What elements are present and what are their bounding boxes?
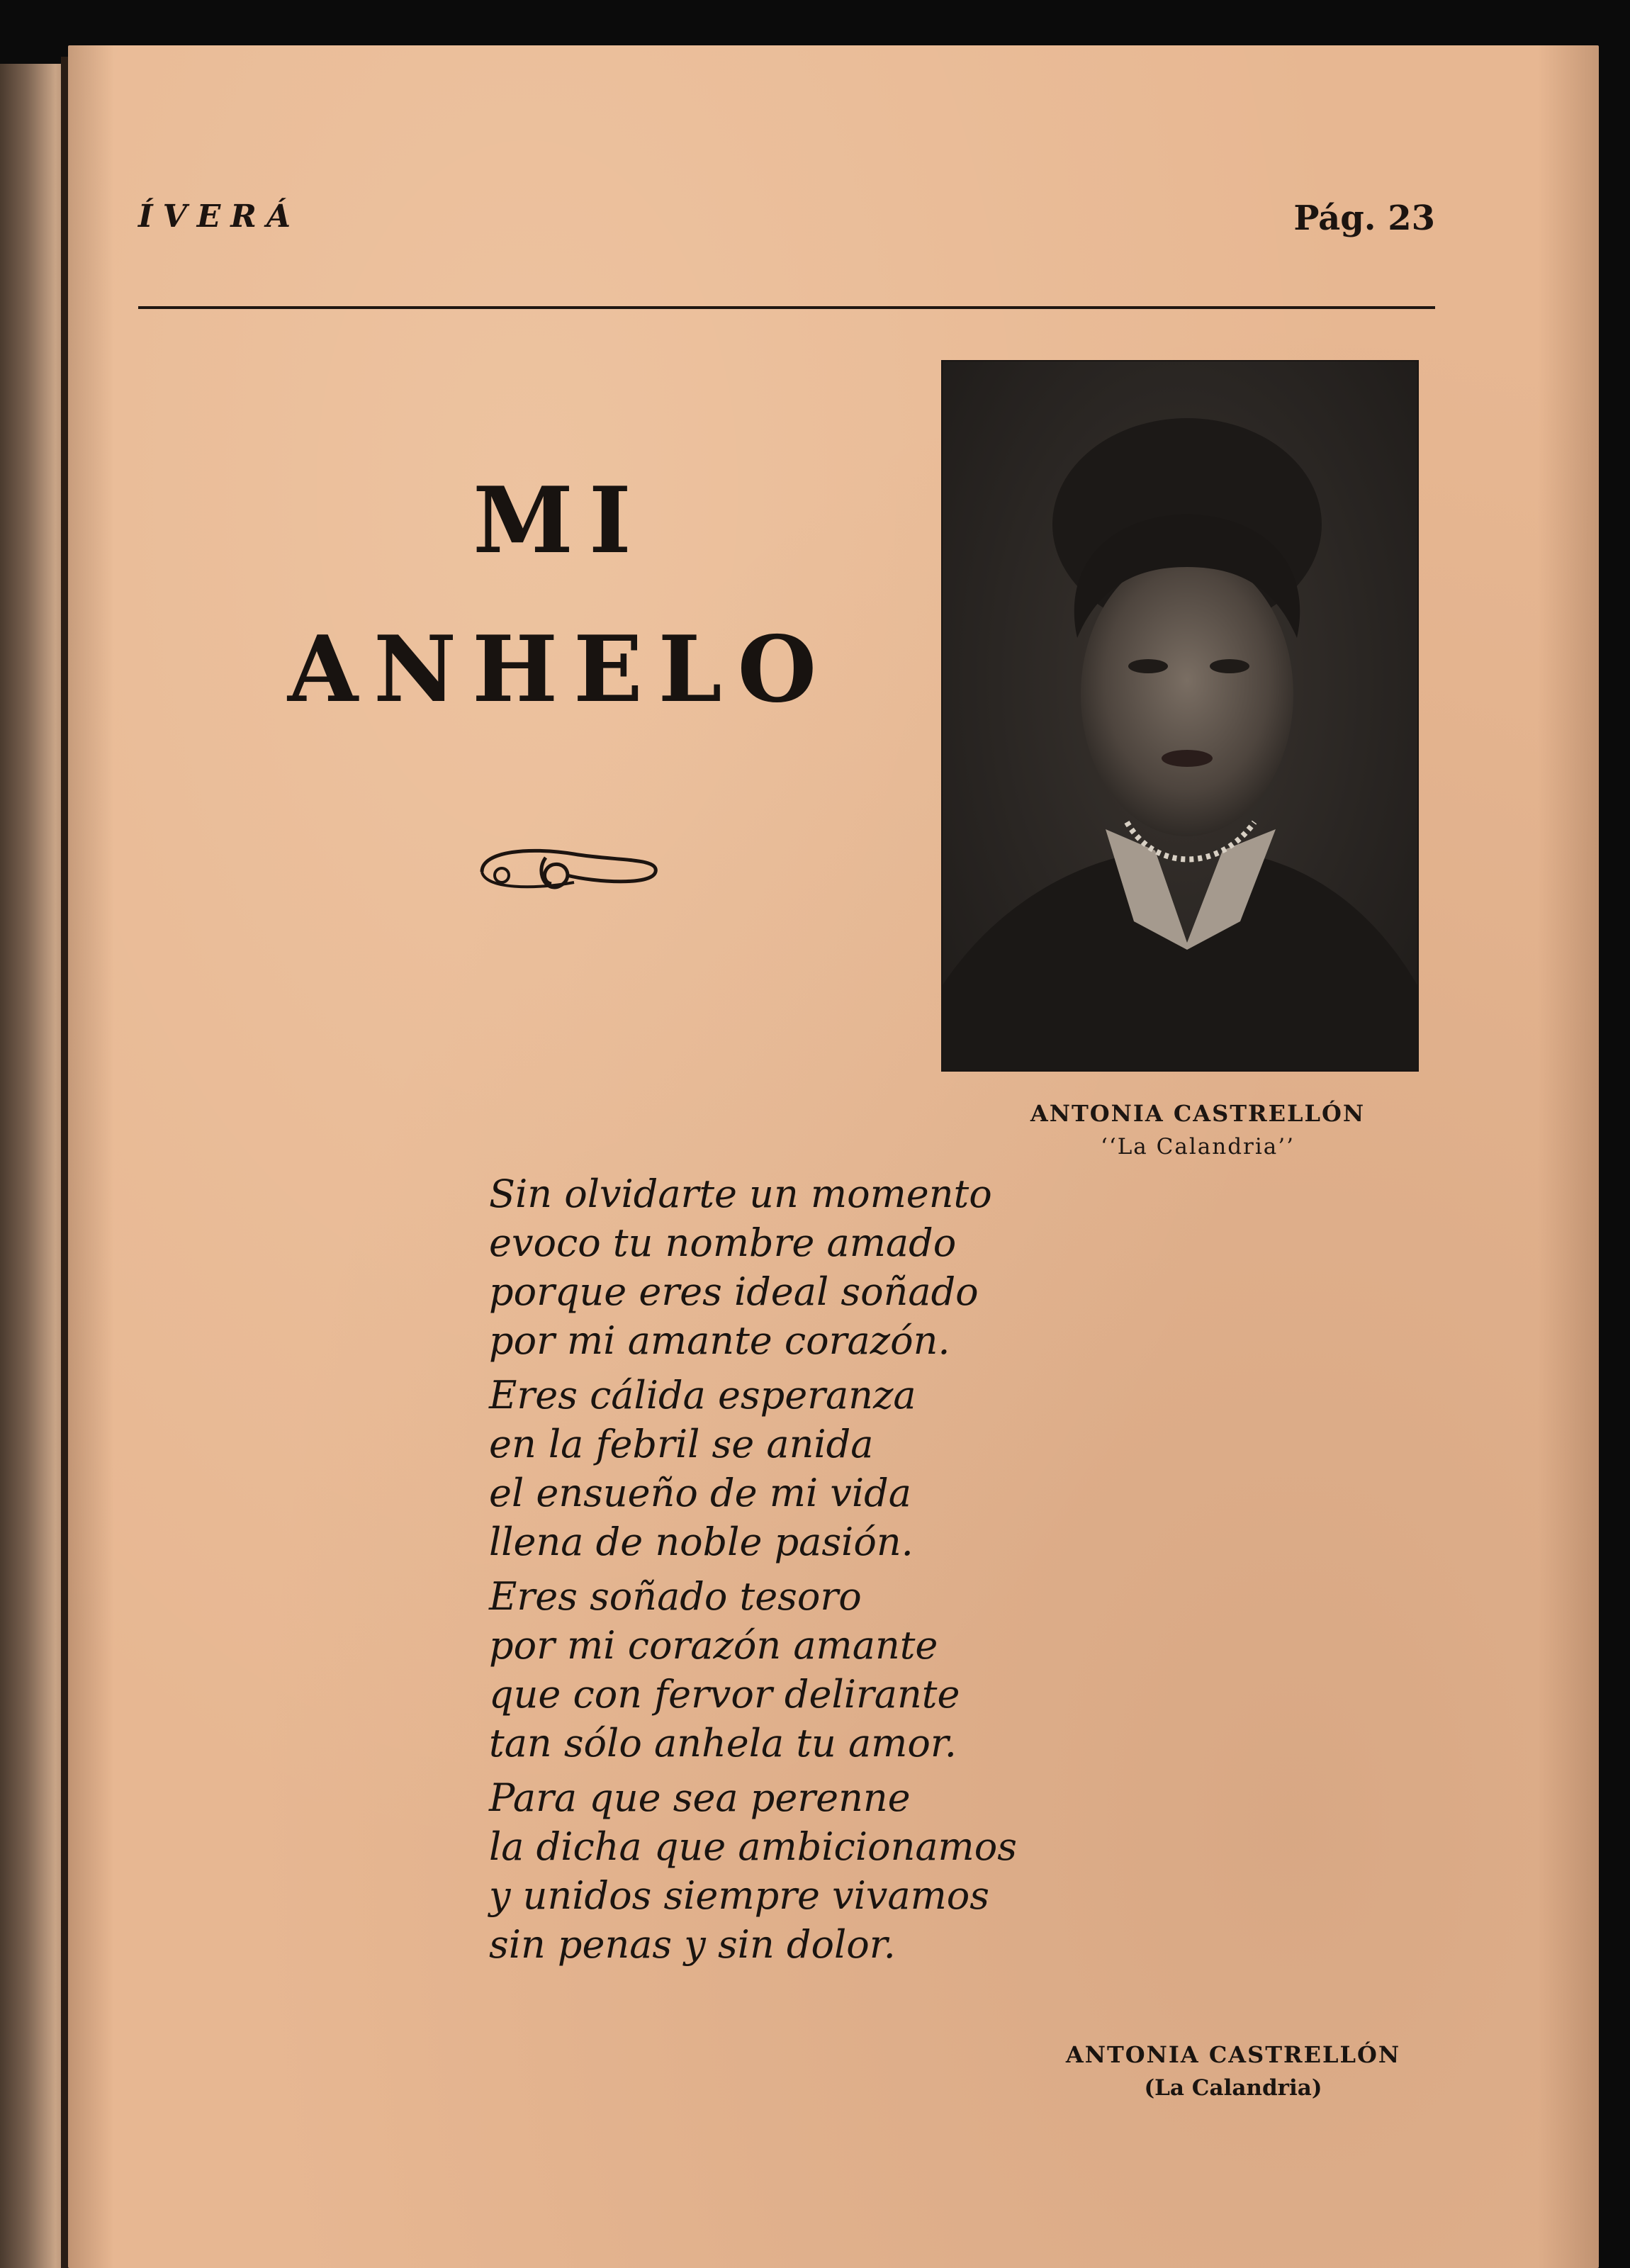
verse: y unidos siempre vivamos <box>489 1873 990 1918</box>
verse: la dicha que ambicionamos <box>489 1824 1017 1869</box>
verse: llena de noble pasión. <box>489 1520 914 1564</box>
verse: sin penas y sin dolor. <box>489 1922 896 1967</box>
magazine-title: ÍVERÁ <box>138 198 300 235</box>
verse: Eres cálida esperanza <box>489 1373 916 1418</box>
signature-name: ANTONIA CASTRELLÓN <box>1065 2041 1401 2068</box>
face-shape <box>1081 553 1293 836</box>
verse: que con fervor delirante <box>489 1672 960 1717</box>
header-rule <box>138 306 1435 309</box>
verse: Eres soñado tesoro <box>489 1574 862 1619</box>
dress-shape <box>943 850 1417 1070</box>
verse: por mi corazón amante <box>489 1623 938 1668</box>
verse: por mi amante corazón. <box>489 1318 950 1363</box>
poem-title-line-2: ANHELO <box>287 617 833 723</box>
stanza-2 <box>489 1371 1127 1566</box>
verse: evoco tu nombre amado <box>489 1220 957 1265</box>
flourish-ornament-icon <box>468 833 666 904</box>
portrait-figure <box>943 361 1417 1070</box>
facing-page-edge <box>0 64 65 2268</box>
poem-title-line-1: MI <box>473 468 647 574</box>
verse: en la febril se anida <box>489 1422 874 1466</box>
photo-caption-nickname: ‘‘La Calandria’’ <box>1101 1134 1295 1160</box>
poem-body <box>489 1169 1127 1975</box>
author-portrait-photo <box>941 360 1419 1072</box>
verse: el ensueño de mi vida <box>489 1471 911 1515</box>
verse: porque eres ideal soñado <box>489 1269 979 1314</box>
stanza-1 <box>489 1169 1127 1365</box>
running-header <box>138 198 1435 244</box>
stanza-4 <box>489 1773 1127 1969</box>
photo-caption-name: ANTONIA CASTRELLÓN <box>1030 1100 1366 1127</box>
signature-nickname: (La Calandria) <box>1144 2075 1322 2101</box>
verse: tan sólo anhela tu amor. <box>489 1721 957 1765</box>
stanza-3 <box>489 1572 1127 1768</box>
verse: Para que sea perenne <box>489 1775 911 1820</box>
verse: Sin olvidarte un momento <box>489 1172 992 1216</box>
page-number: Pág. 23 <box>1293 198 1435 238</box>
